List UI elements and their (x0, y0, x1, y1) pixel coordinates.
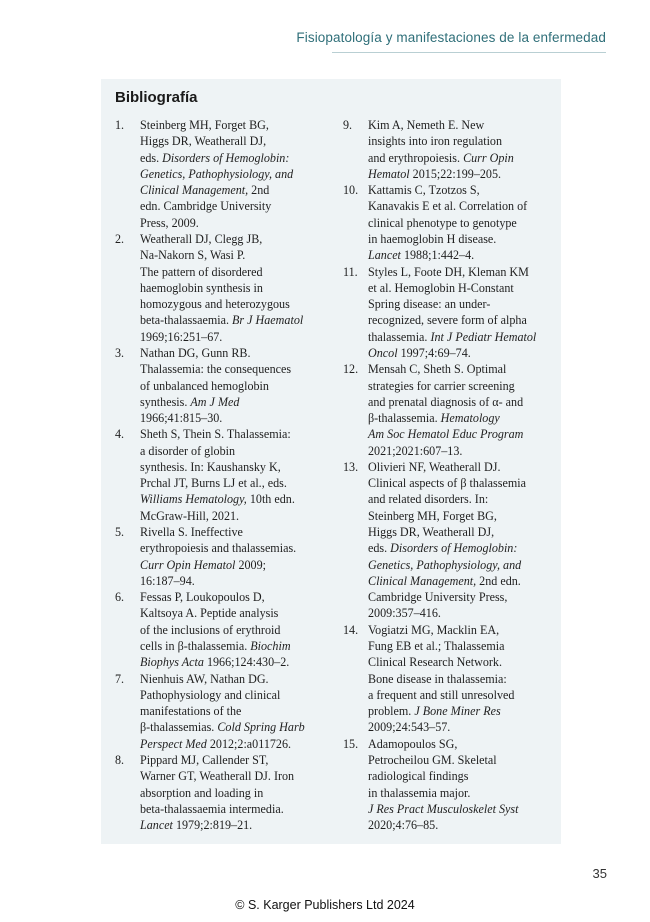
reference-item (115, 671, 321, 752)
reference-segment: Adamopoulos SG, Petrocheilou GM. Skeletal radiological findings in thalassemia major. (368, 736, 497, 800)
reference-text (140, 231, 321, 345)
reference-item (115, 345, 321, 426)
reference-italic-segment: Cold Spring Harb Perspect Med (140, 720, 305, 751)
reference-item (343, 361, 553, 459)
reference-number: 9. (343, 118, 353, 132)
reference-segment: Vogiatzi MG, Macklin EA, Fung EB et al.; Thalassemia Clinical Research Network. Bone disease in thalassemia: a frequent and still unresolved problem. (368, 622, 515, 719)
reference-number: 12. (343, 362, 359, 377)
reference-number: 14. (343, 622, 359, 637)
running-header: Fisiopatología y manifestaciones de la enfermedad (296, 30, 606, 45)
copyright-footer: © S. Karger Publishers Ltd 2024 (235, 898, 415, 912)
reference-segment: Nienhuis AW, Nathan DG. Pathophysiology and clinical manifestations of the β-thalassemias. (140, 671, 281, 735)
reference-number: 1. (115, 118, 125, 132)
reference-item (343, 459, 553, 622)
reference-segment: Nathan DG, Gunn RB. Thalassemia: the consequences of unbalanced hemoglobin synthesis. (140, 345, 292, 409)
reference-text (140, 524, 321, 589)
reference-italic-segment: Lancet (368, 248, 401, 263)
reference-segment: Steinberg MH, Forget BG, Higgs DR, Weatherall DJ, eds. (140, 118, 269, 165)
reference-segment: 2021;2021:607–13. (368, 443, 463, 458)
reference-segment: 2009; 16:187–94. (140, 557, 266, 588)
reference-item (115, 117, 321, 231)
reference-segment: Olivieri NF, Weatherall DJ. Clinical aspects of β thalassemia and related disorders. In: Steinberg MH, Forget BG, Higgs DR, Weatherall DJ, eds. (368, 459, 526, 556)
reference-italic-segment: Am J Med (190, 394, 240, 409)
reference-italic-segment: Disorders of Hemoglobin: Genetics, Pathophysiology, and Clinical Management, (140, 150, 294, 198)
reference-number: 8. (115, 752, 125, 767)
reference-item (343, 622, 553, 736)
reference-segment: 1997;4:69–74. (397, 345, 471, 360)
reference-segment: 10th edn. McGraw-Hill, 2021. (140, 492, 295, 523)
reference-segment: Weatherall DJ, Clegg JB, Na-Nakorn S, Wasi P. The pattern of disordered haemoglobin synthesis in homozygous and heterozygous beta-thalassaemia. (140, 231, 290, 328)
reference-text (368, 736, 553, 834)
reference-segment: 1988;1:442–4. (400, 248, 475, 263)
reference-italic-segment: Curr Opin Hematol (140, 557, 236, 572)
reference-text (368, 264, 553, 362)
reference-item (343, 117, 553, 182)
reference-italic-segment: Int J Pediatr Hematol Oncol (368, 329, 537, 360)
reference-item (343, 264, 553, 362)
reference-segment: 2nd edn. Cambridge University Press, 2009. (140, 183, 272, 230)
reference-text (140, 117, 321, 231)
reference-column-left (115, 117, 321, 833)
reference-italic-segment: Hematology Am Soc Hematol Educ Program (368, 411, 524, 442)
reference-text (140, 589, 321, 670)
reference-italic-segment: Disorders of Hemoglobin: Genetics, Pathophysiology, and Clinical Management, (368, 541, 522, 588)
reference-text (368, 622, 553, 736)
reference-segment: 1966;124:430–2. (203, 655, 290, 670)
page-number: 35 (592, 866, 607, 881)
reference-text (140, 671, 321, 752)
bibliography-heading: Bibliografía (115, 89, 198, 106)
reference-text (140, 752, 321, 833)
reference-segment: Fessas P, Loukopoulos D, Kaltsoya A. Peptide analysis of the inclusions of erythroid cells in β-thalassemia. (140, 590, 281, 653)
reference-italic-segment: Biochim Biophys Acta (140, 639, 291, 670)
reference-item (115, 231, 321, 345)
reference-number: 3. (115, 345, 125, 360)
reference-segment: Mensah C, Sheth S. Optimal strategies for carrier screening and prenatal diagnosis of α- and β-thalassemia. (368, 362, 524, 426)
reference-segment: 2nd edn. Cambridge University Press, 2009:357–416. (368, 573, 521, 621)
reference-number: 15. (343, 736, 359, 751)
reference-number: 10. (343, 183, 359, 198)
reference-item (115, 589, 321, 670)
reference-segment: 2020;4:76–85. (368, 818, 439, 833)
reference-segment: Pippard MJ, Callender ST, Warner GT, Weatherall DJ. Iron absorption and loading in beta-thalassaemia intermedia. (140, 752, 295, 816)
reference-segment: Kim A, Nemeth E. New insights into iron regulation and erythropoiesis. (368, 118, 503, 165)
reference-item (343, 182, 553, 263)
reference-number: 11. (343, 264, 358, 279)
reference-number: 5. (115, 525, 125, 540)
reference-segment: Rivella S. Ineffective erythropoiesis and thalassemias. (140, 525, 297, 556)
reference-number: 2. (115, 231, 125, 246)
reference-italic-segment: Curr Opin Hematol (368, 150, 514, 181)
reference-item (343, 736, 553, 834)
reference-text (368, 117, 553, 182)
reference-segment: 2012;2:a011726. (206, 736, 292, 751)
reference-segment: Styles L, Foote DH, Kleman KM et al. Hemoglobin H-Constant Spring disease: an under- recognized, severe form of alpha thalassemia. (368, 264, 529, 344)
reference-italic-segment: Williams Hematology, (140, 492, 247, 507)
header-rule (332, 52, 606, 53)
reference-item (115, 524, 321, 589)
reference-italic-segment: Lancet (140, 818, 173, 833)
reference-segment: Sheth S, Thein S. Thalassemia: a disorder of globin synthesis. In: Kaushansky K, Prchal JT, Burns LJ et al., eds. (140, 427, 291, 491)
reference-number: 7. (115, 671, 125, 686)
reference-item (115, 752, 321, 833)
reference-number: 6. (115, 590, 125, 605)
reference-text (140, 345, 321, 426)
reference-segment: 1979;2:819–21. (172, 818, 253, 833)
reference-text (368, 182, 553, 263)
reference-number: 13. (343, 459, 359, 474)
reference-segment: 1969;16:251–67. (140, 329, 223, 344)
reference-italic-segment: Br J Haematol (232, 313, 304, 328)
reference-segment: 1966;41:815–30. (140, 411, 223, 426)
reference-text (140, 426, 321, 524)
reference-italic-segment: J Res Pract Musculoskelet Syst (368, 801, 519, 816)
reference-number: 4. (115, 427, 125, 442)
reference-segment: 2009;24:543–57. (368, 720, 451, 735)
reference-column-right (343, 117, 553, 833)
reference-text (368, 361, 553, 459)
reference-segment: Kattamis C, Tzotzos S, Kanavakis E et al. Correlation of clinical phenotype to genotype in haemoglobin H disease. (368, 183, 528, 246)
reference-italic-segment: J Bone Miner Res (414, 704, 501, 719)
reference-item (115, 426, 321, 524)
reference-text (368, 459, 553, 622)
reference-segment: 2015;22:199–205. (409, 166, 502, 181)
